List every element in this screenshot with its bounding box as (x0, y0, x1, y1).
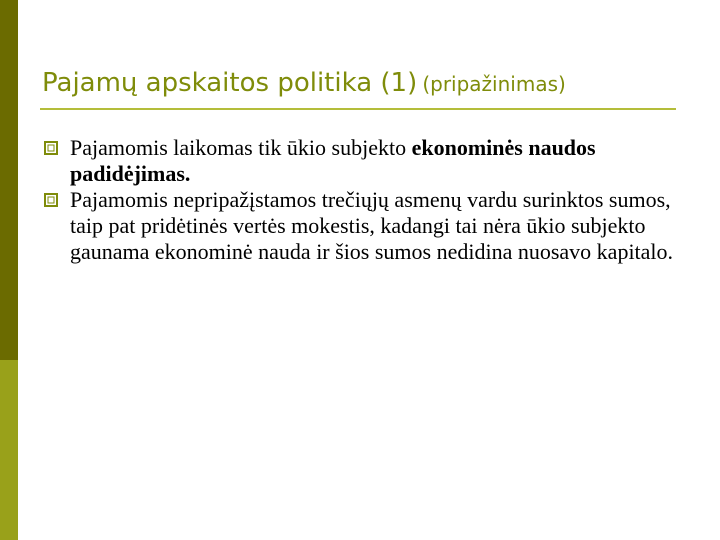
title-divider (40, 108, 676, 110)
square-bullet-icon (44, 193, 58, 207)
bullet-1-bold-text: ekonominės naudos padidėjimas. (70, 135, 596, 186)
slide-title-sub: (pripažinimas) (422, 72, 566, 96)
bullet-1-text: Pajamomis laikomas tik ūkio subjekto (70, 135, 412, 160)
slide-title-main: Pajamų apskaitos politika (1) (42, 68, 418, 98)
bullet-list (44, 135, 684, 265)
sidebar-accent-light (0, 360, 18, 540)
sidebar-accent-dark (0, 0, 18, 360)
square-bullet-icon (44, 141, 58, 155)
bullet-2-text: Pajamomis nepripažįstamos trečiųjų asmenų vardu surinktos sumos, taip pat pridėtinės vertės mokestis, kadangi tai nėra ūkio subjekto gaunama ekonominė nauda ir šios sumos nedidina nuosavo kapitalo. (70, 187, 674, 264)
bullet-item-1 (44, 135, 684, 187)
slide-title (42, 68, 566, 98)
bullet-item-2 (44, 187, 684, 265)
